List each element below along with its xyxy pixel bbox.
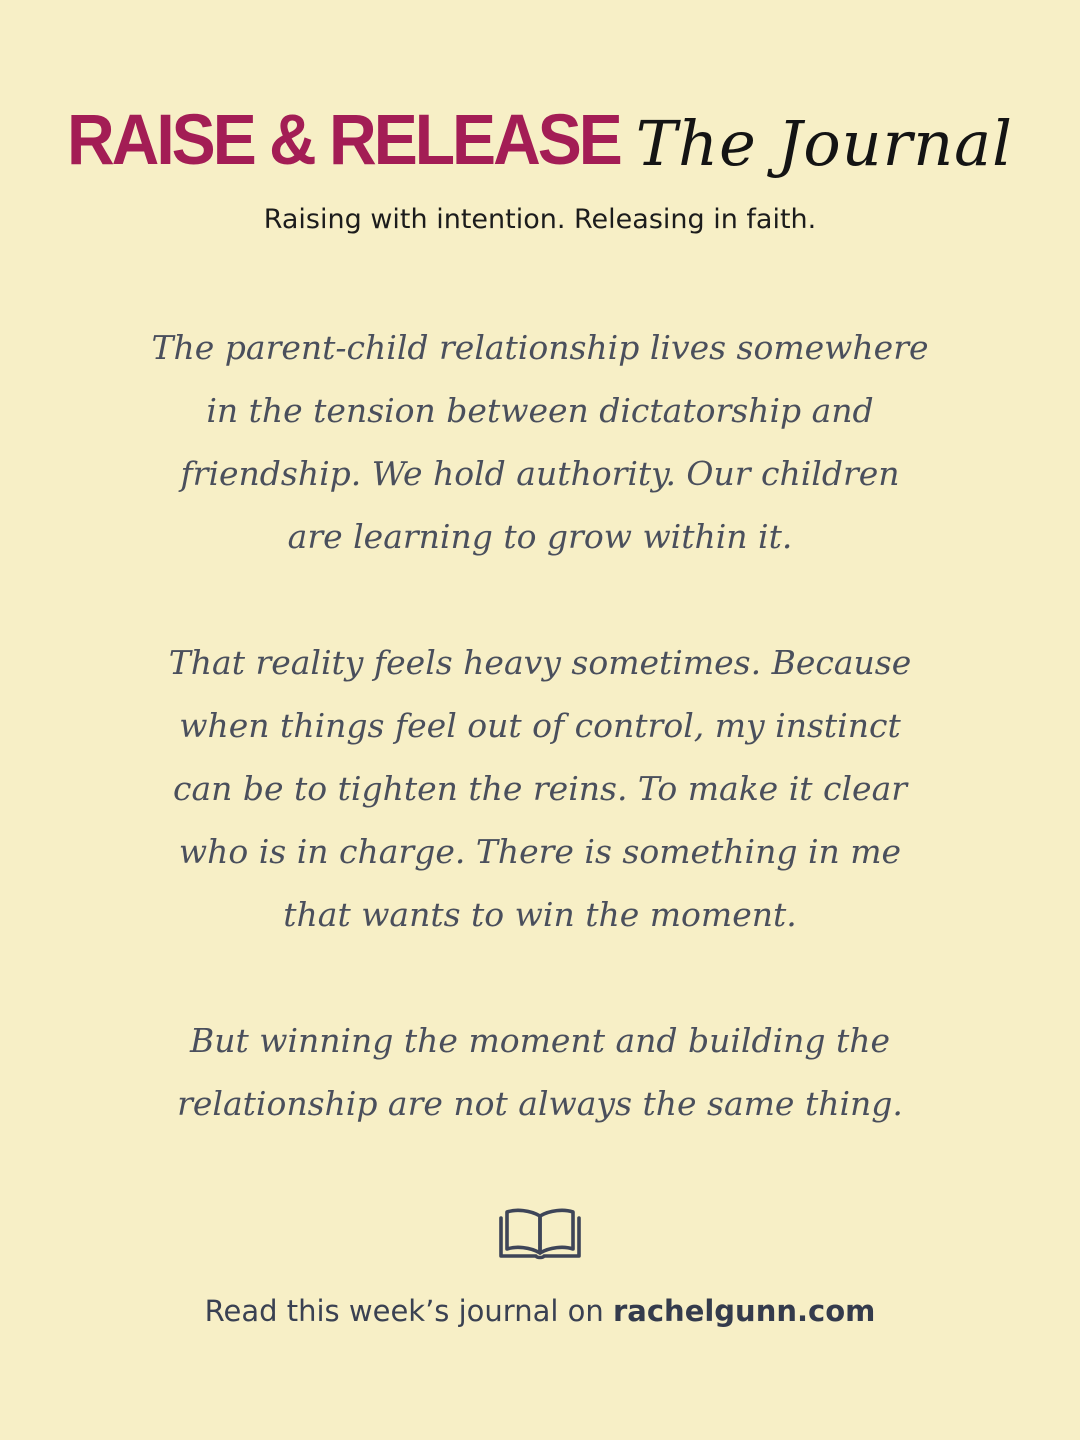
open-book-icon: [498, 1206, 582, 1260]
script-title: The Journal: [635, 107, 1013, 180]
footer-cta: [0, 1294, 1080, 1328]
tagline: Raising with intention. Releasing in faith.: [263, 204, 817, 235]
title-block: [0, 99, 1080, 180]
website-link[interactable]: rachelgunn.com: [612, 1294, 876, 1328]
footer-text: Read this week’s journal on: [204, 1294, 613, 1328]
paragraph-1: The parent-child relationship lives somewhere in the tension between dictatorship and friendship. We hold authority. Our children are learning to grow within it.: [151, 328, 929, 556]
brand-title: RAISE & RELEASE: [67, 99, 620, 179]
paragraph-3: But winning the moment and building the relationship are not always the same thing.: [177, 1021, 903, 1123]
paragraph-2: That reality feels heavy sometimes. Because when things feel out of control, my instinct can be to tighten the reins. To make it clear who is in charge. There is something in me that wants to win the moment.: [168, 643, 912, 934]
